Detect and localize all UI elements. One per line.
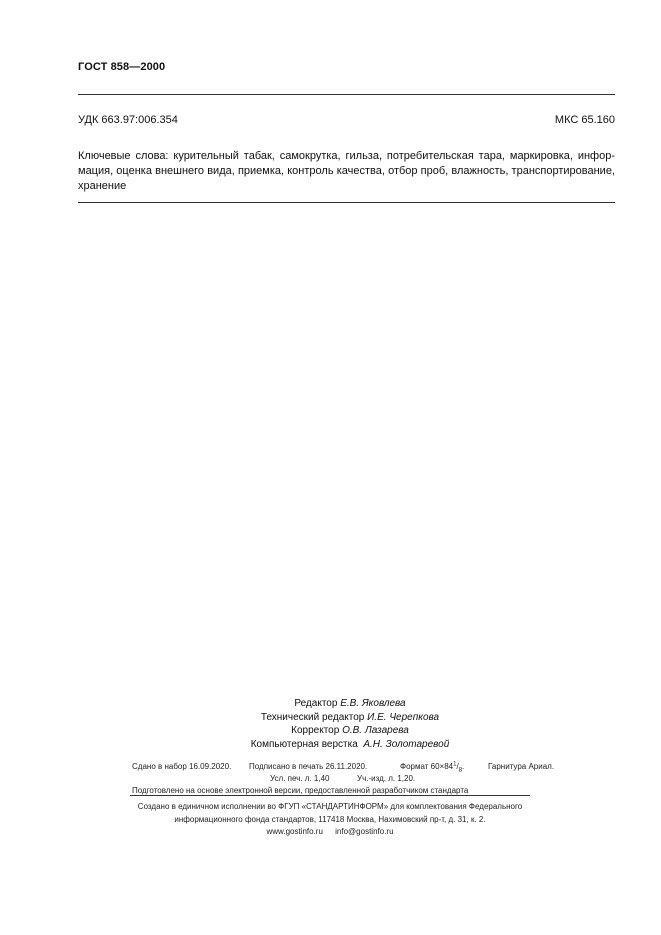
credit-corrector <box>200 724 500 738</box>
udk-code: УДК 663.97:006.354 <box>78 114 178 126</box>
print-sheets: Усл. печ. л. 1,40 <box>270 774 330 783</box>
keywords-line-2: мация, оценка внешнего вида, приемка, контроль качества, отбор проб, влажность, транспортирование, <box>78 165 615 177</box>
paper-format: Формат $60\times 84^1/_8$. <box>400 761 465 774</box>
imprint-divider <box>130 795 530 796</box>
footer-links <box>120 826 540 839</box>
format-prefix: Формат 60×84 <box>400 762 454 771</box>
tech-editor-name: И.Е. Черепкова <box>367 711 440 723</box>
credit-layout <box>200 738 500 752</box>
print-info-row-1 <box>130 761 555 774</box>
footer <box>120 801 540 839</box>
keywords-divider <box>78 202 615 203</box>
keywords-line-3: хранение <box>78 180 127 192</box>
format-suffix: . <box>462 762 465 771</box>
format-denominator: 8 <box>458 767 463 774</box>
footer-line-2: информационного фонда стандартов, 117418 Москва, Нахимовский пр-т, д. 31, к. 2. <box>174 814 486 824</box>
layout-label: Компьютерная верстка <box>250 738 358 750</box>
credit-editor <box>200 697 500 711</box>
header-divider <box>78 94 615 95</box>
footer-line-1: Создано в единичном исполнении во ФГУП «СТАНДАРТИНФОРМ» для комплектования Федерального <box>137 802 523 811</box>
signed-date: Подписано в печать 26.11.2020. <box>249 762 368 771</box>
format-numerator: 1 <box>453 761 457 768</box>
credit-tech-editor <box>200 711 500 725</box>
keywords-block <box>78 149 615 194</box>
print-info-row-2 <box>130 773 530 785</box>
email-link[interactable]: info@gostinfo.ru <box>335 827 394 836</box>
website-link[interactable]: www.gostinfo.ru <box>266 827 323 836</box>
layout-name: А.Н. Золотаревой <box>363 738 450 750</box>
mks-code: МКС 65.160 <box>554 114 615 126</box>
publication-sheets: Уч.-изд. л. 1,20. <box>357 774 416 783</box>
corrector-name: О.В. Лазарева <box>342 725 409 736</box>
credits-block <box>200 697 500 751</box>
editor-name: Е.В. Яковлева <box>340 698 406 709</box>
set-date: Сдано в набор 16.09.2020. <box>132 762 232 771</box>
corrector-label: Корректор <box>291 725 340 736</box>
editor-label: Редактор <box>294 698 338 709</box>
keywords-line-1: Ключевые слова: курительный табак, самокрутка, гильза, потребительская тара, маркировка, инфор- <box>78 150 615 162</box>
tech-editor-label: Технический редактор <box>260 711 365 723</box>
typeface: Гарнитура Ариал. <box>488 762 555 771</box>
standard-code: ГОСТ 858—2000 <box>78 61 166 73</box>
prepared-note: Подготовлено на основе электронной версии, предоставленной разработчиком стандарта <box>132 786 469 795</box>
print-info <box>130 761 555 797</box>
